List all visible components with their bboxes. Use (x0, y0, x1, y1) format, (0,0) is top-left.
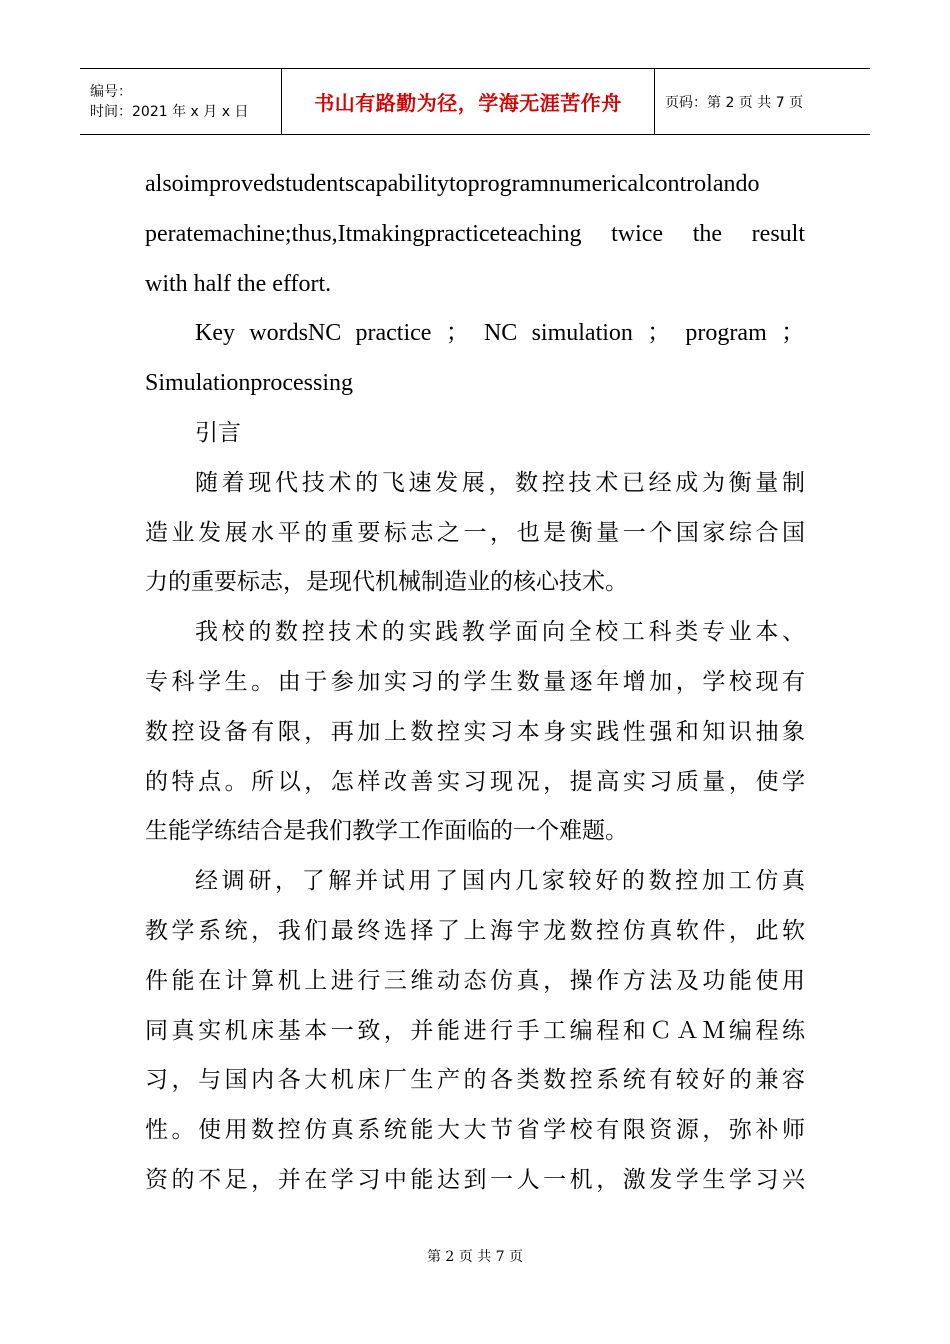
header-number-label: 编号： (90, 83, 132, 100)
paragraph-line: 同真实机床基本一致，并能进行手工编程和ＣＡＭ编程练 (145, 1017, 805, 1044)
header-date-label: 时间：2021 年 x 月 x 日 (90, 103, 249, 120)
paragraph-line: 件能在计算机上进行三维动态仿真，操作方法及功能使用 (145, 967, 805, 994)
paragraph-line: 性。使用数控仿真系统能大大节省学校有限资源，弥补师 (145, 1117, 805, 1144)
section-heading: 引言 (195, 419, 241, 446)
paragraph-line: 习，与国内各大机床厂生产的各类数控系统有较好的兼容 (145, 1067, 805, 1094)
paragraph-line: 数控设备有限，再加上数控实习本身实践性强和知识抽象 (145, 718, 805, 745)
paragraph-line: 生能学练结合是我们教学工作面临的一个难题。 (145, 818, 628, 845)
paragraph-line: 资的不足，并在学习中能达到一人一机，激发学生学习兴 (145, 1166, 805, 1193)
header-motto-cell (281, 69, 655, 134)
header-motto: 书山有路勤为径，学海无涯苦作舟 (314, 91, 622, 115)
paragraph-line: 的特点。所以，怎样改善实习现况，提高实习质量，使学 (145, 768, 805, 795)
abstract-line: alsoimprovedstudentscapabilitytoprogramnumericalcontrolando (145, 171, 760, 197)
paragraph-line: 专科学生。由于参加实习的学生数量逐年增加，学校现有 (145, 668, 805, 695)
paragraph-line: 我校的数控技术的实践教学面向全校工科类专业本、 (195, 619, 805, 646)
page-footer: 第 2 页 共 7 页 (426, 1249, 524, 1265)
abstract-line: with half the effort. (145, 270, 332, 297)
keywords-line: Key wordsNC practice ； NC simulation ； program ； (195, 320, 805, 347)
page-header (80, 68, 870, 135)
paragraph-line: 经调研，了解并试用了国内几家较好的数控加工仿真 (195, 868, 805, 895)
paragraph-line: 随着现代技术的飞速发展，数控技术已经成为衡量制 (195, 469, 805, 496)
header-meta (80, 69, 281, 134)
header-page-cell (655, 69, 870, 134)
document-body (145, 160, 805, 1206)
header-page-label: 页码：第 2 页 共 7 页 (665, 94, 804, 111)
paragraph-line: 造业发展水平的重要标志之一，也是衡量一个国家综合国 (145, 519, 805, 546)
paragraph-line: 力的重要标志，是现代机械制造业的核心技术。 (145, 569, 628, 596)
paragraph-line: 教学系统，我们最终选择了上海宇龙数控仿真软件，此软 (145, 917, 805, 944)
keywords-line: Simulationprocessing (145, 370, 353, 397)
abstract-line: peratemachine;thus,Itmakingpracticeteaching twice the result (145, 220, 805, 247)
